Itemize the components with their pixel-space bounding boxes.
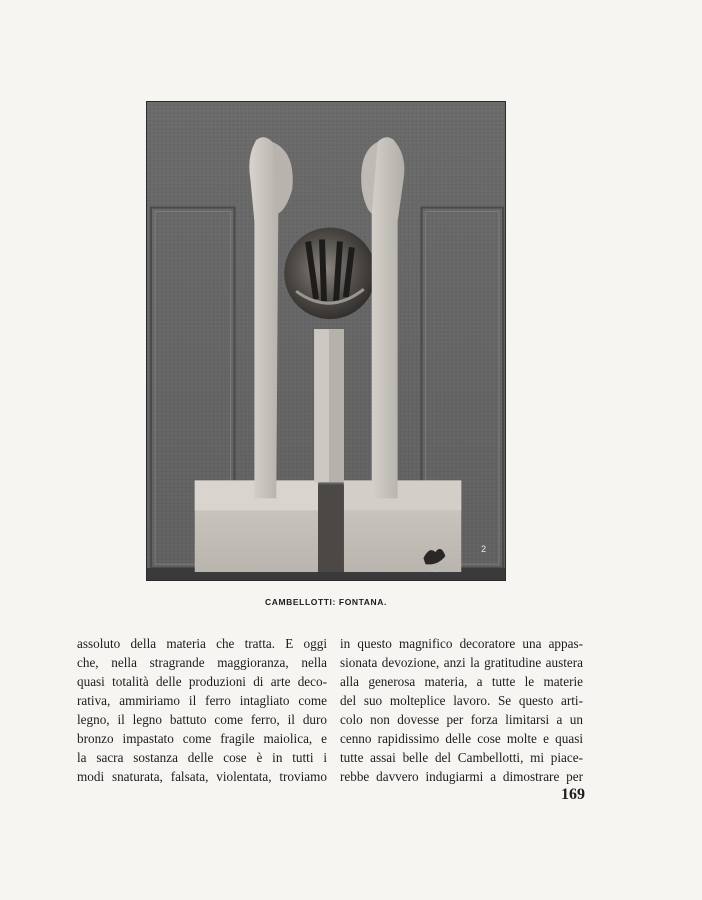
text-line: colo non dovesse per forza limitarsi a un <box>340 712 583 727</box>
text-line: modi snaturata, falsata, violentata, troviamo <box>77 769 327 784</box>
plate-mark: 2 <box>481 544 487 555</box>
text-column-left <box>77 634 327 786</box>
figure-caption: CAMBELLOTTI: FONTANA. <box>265 597 387 607</box>
text-line: assoluto della materia che tratta. E oggi <box>77 636 327 651</box>
text-line: tutte assai belle del Cambellotti, mi piace- <box>340 750 583 765</box>
text-line: sionata devozione, anzi la gratitudine austera <box>340 655 583 670</box>
text-line: cenno rapidissimo delle cose molte e quasi <box>340 731 583 746</box>
text-line: rativa, ammiriamo il ferro intagliato come <box>77 693 327 708</box>
fountain-illustration <box>147 102 505 580</box>
text-line: legno, il legno battuto come ferro, il duro <box>77 712 327 727</box>
text-line: del suo molteplice lavoro. Se questo arti- <box>340 693 583 708</box>
text-line: bronzo impastato come fragile maiolica, e <box>77 731 327 746</box>
fountain-photograph <box>146 101 506 581</box>
text-line: la sacra sostanza delle cose è in tutti i <box>77 750 327 765</box>
text-line: in questo magnifico decoratore una appas- <box>340 636 583 651</box>
text-line: rebbe davvero indugiarmi a dimostrare per <box>340 769 583 784</box>
text-line: quasi totalità delle produzioni di arte deco- <box>77 674 327 689</box>
text-column-right <box>340 634 583 786</box>
text-line: alla generosa materia, a tutte le materie <box>340 674 583 689</box>
page-number: 169 <box>561 786 585 803</box>
text-line: che, nella stragrande maggioranza, nella <box>77 655 327 670</box>
